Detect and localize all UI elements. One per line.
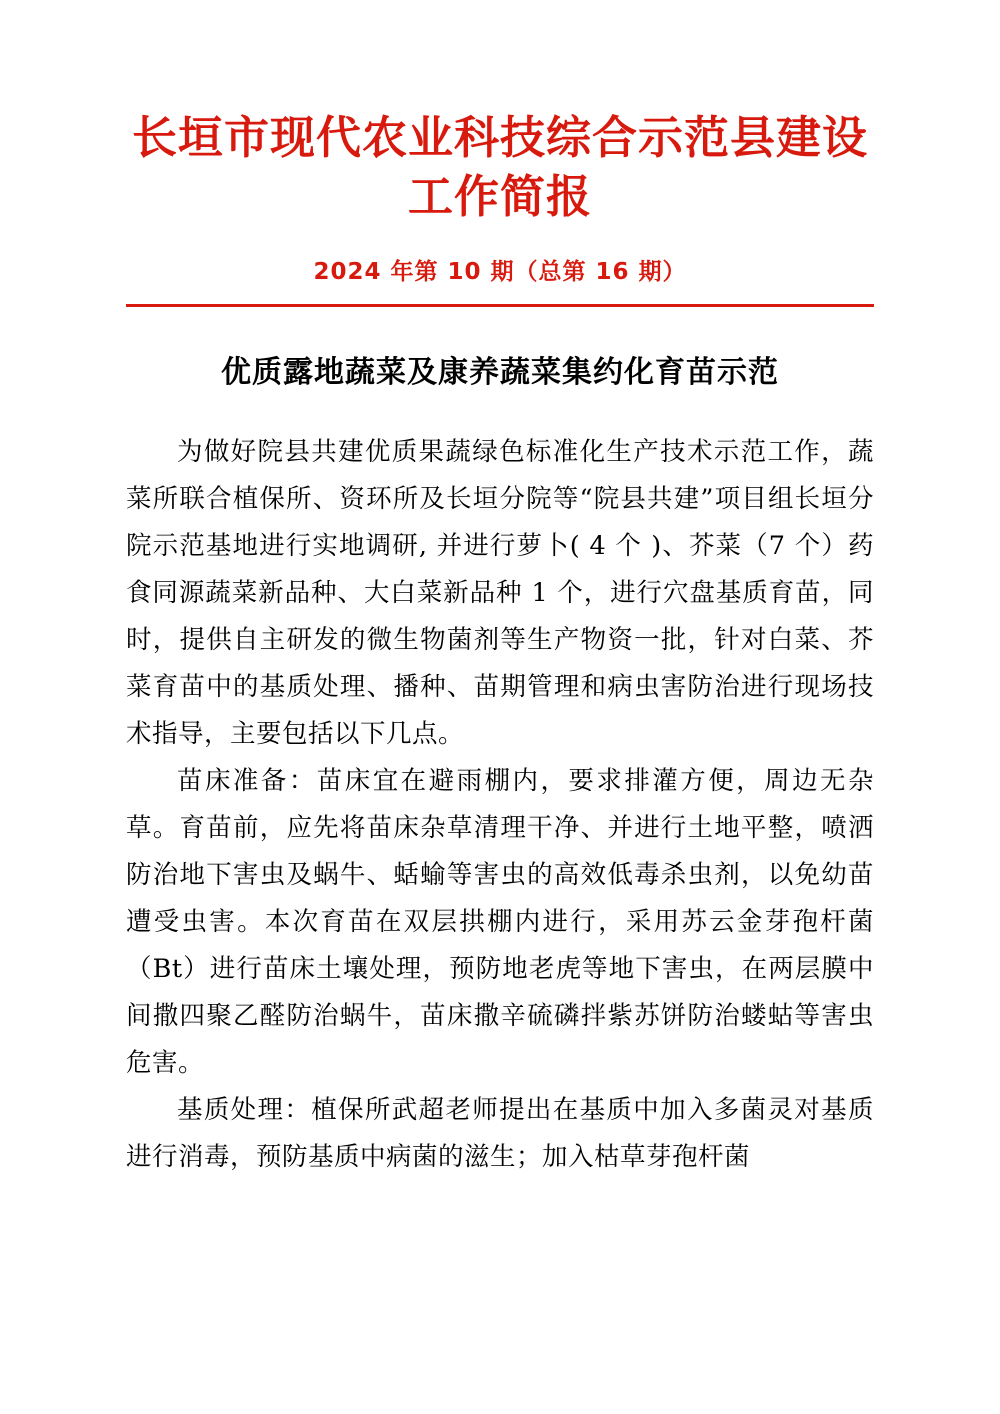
masthead-title bbox=[126, 108, 874, 227]
masthead-issue-number: 2024 年第 10 期（总第 16 期） bbox=[313, 258, 687, 285]
article-paragraph: 基质处理：植保所武超老师提出在基质中加入多菌灵对基质进行消毒，预防基质中病菌的滋生；加入枯草芽孢杆菌 bbox=[126, 1094, 874, 1172]
article-paragraph: 为做好院县共建优质果蔬绿色标准化生产技术示范工作，蔬菜所联合植保所、资环所及长垣分院等“院县共建”项目组长垣分院示范基地进行实地调研, 并进行萝卜( 4 个 )、芥菜（7 个）药食同源蔬菜新品种、大白菜新品种 1 个，进行穴盘基质育苗，同时，提供自主研发的微生物菌剂等生产物资一批，针对白菜、芥菜育苗中的基质处理、播种、苗期管理和病虫害防治进行现场技术指导，主要包括以下几点。 bbox=[126, 436, 874, 749]
masthead-title-line-1: 长垣市现代农业科技综合示范县建设 bbox=[131, 111, 868, 164]
article-body bbox=[126, 429, 874, 1181]
masthead-divider bbox=[126, 304, 874, 307]
masthead bbox=[126, 0, 874, 307]
masthead-title-line-2: 工作简报 bbox=[407, 170, 592, 224]
article-paragraph: 苗床准备：苗床宜在避雨棚内，要求排灌方便，周边无杂草。育苗前，应先将苗床杂草清理干净、并进行土地平整，喷洒防治地下害虫及蜗牛、蛞蝓等害虫的高效低毒杀虫剂，以免幼苗遭受虫害。本次育苗在双层拱棚内进行，采用苏云金芽孢杆菌（Bt）进行苗床土壤处理，预防地老虎等地下害虫，在两层膜中间撒四聚乙醛防治蜗牛，苗床撒辛硫磷拌紫苏饼防治蝼蛄等害虫危害。 bbox=[126, 765, 874, 1078]
article bbox=[126, 347, 874, 1181]
article-title: 优质露地蔬菜及康养蔬菜集约化育苗示范 bbox=[221, 354, 779, 390]
